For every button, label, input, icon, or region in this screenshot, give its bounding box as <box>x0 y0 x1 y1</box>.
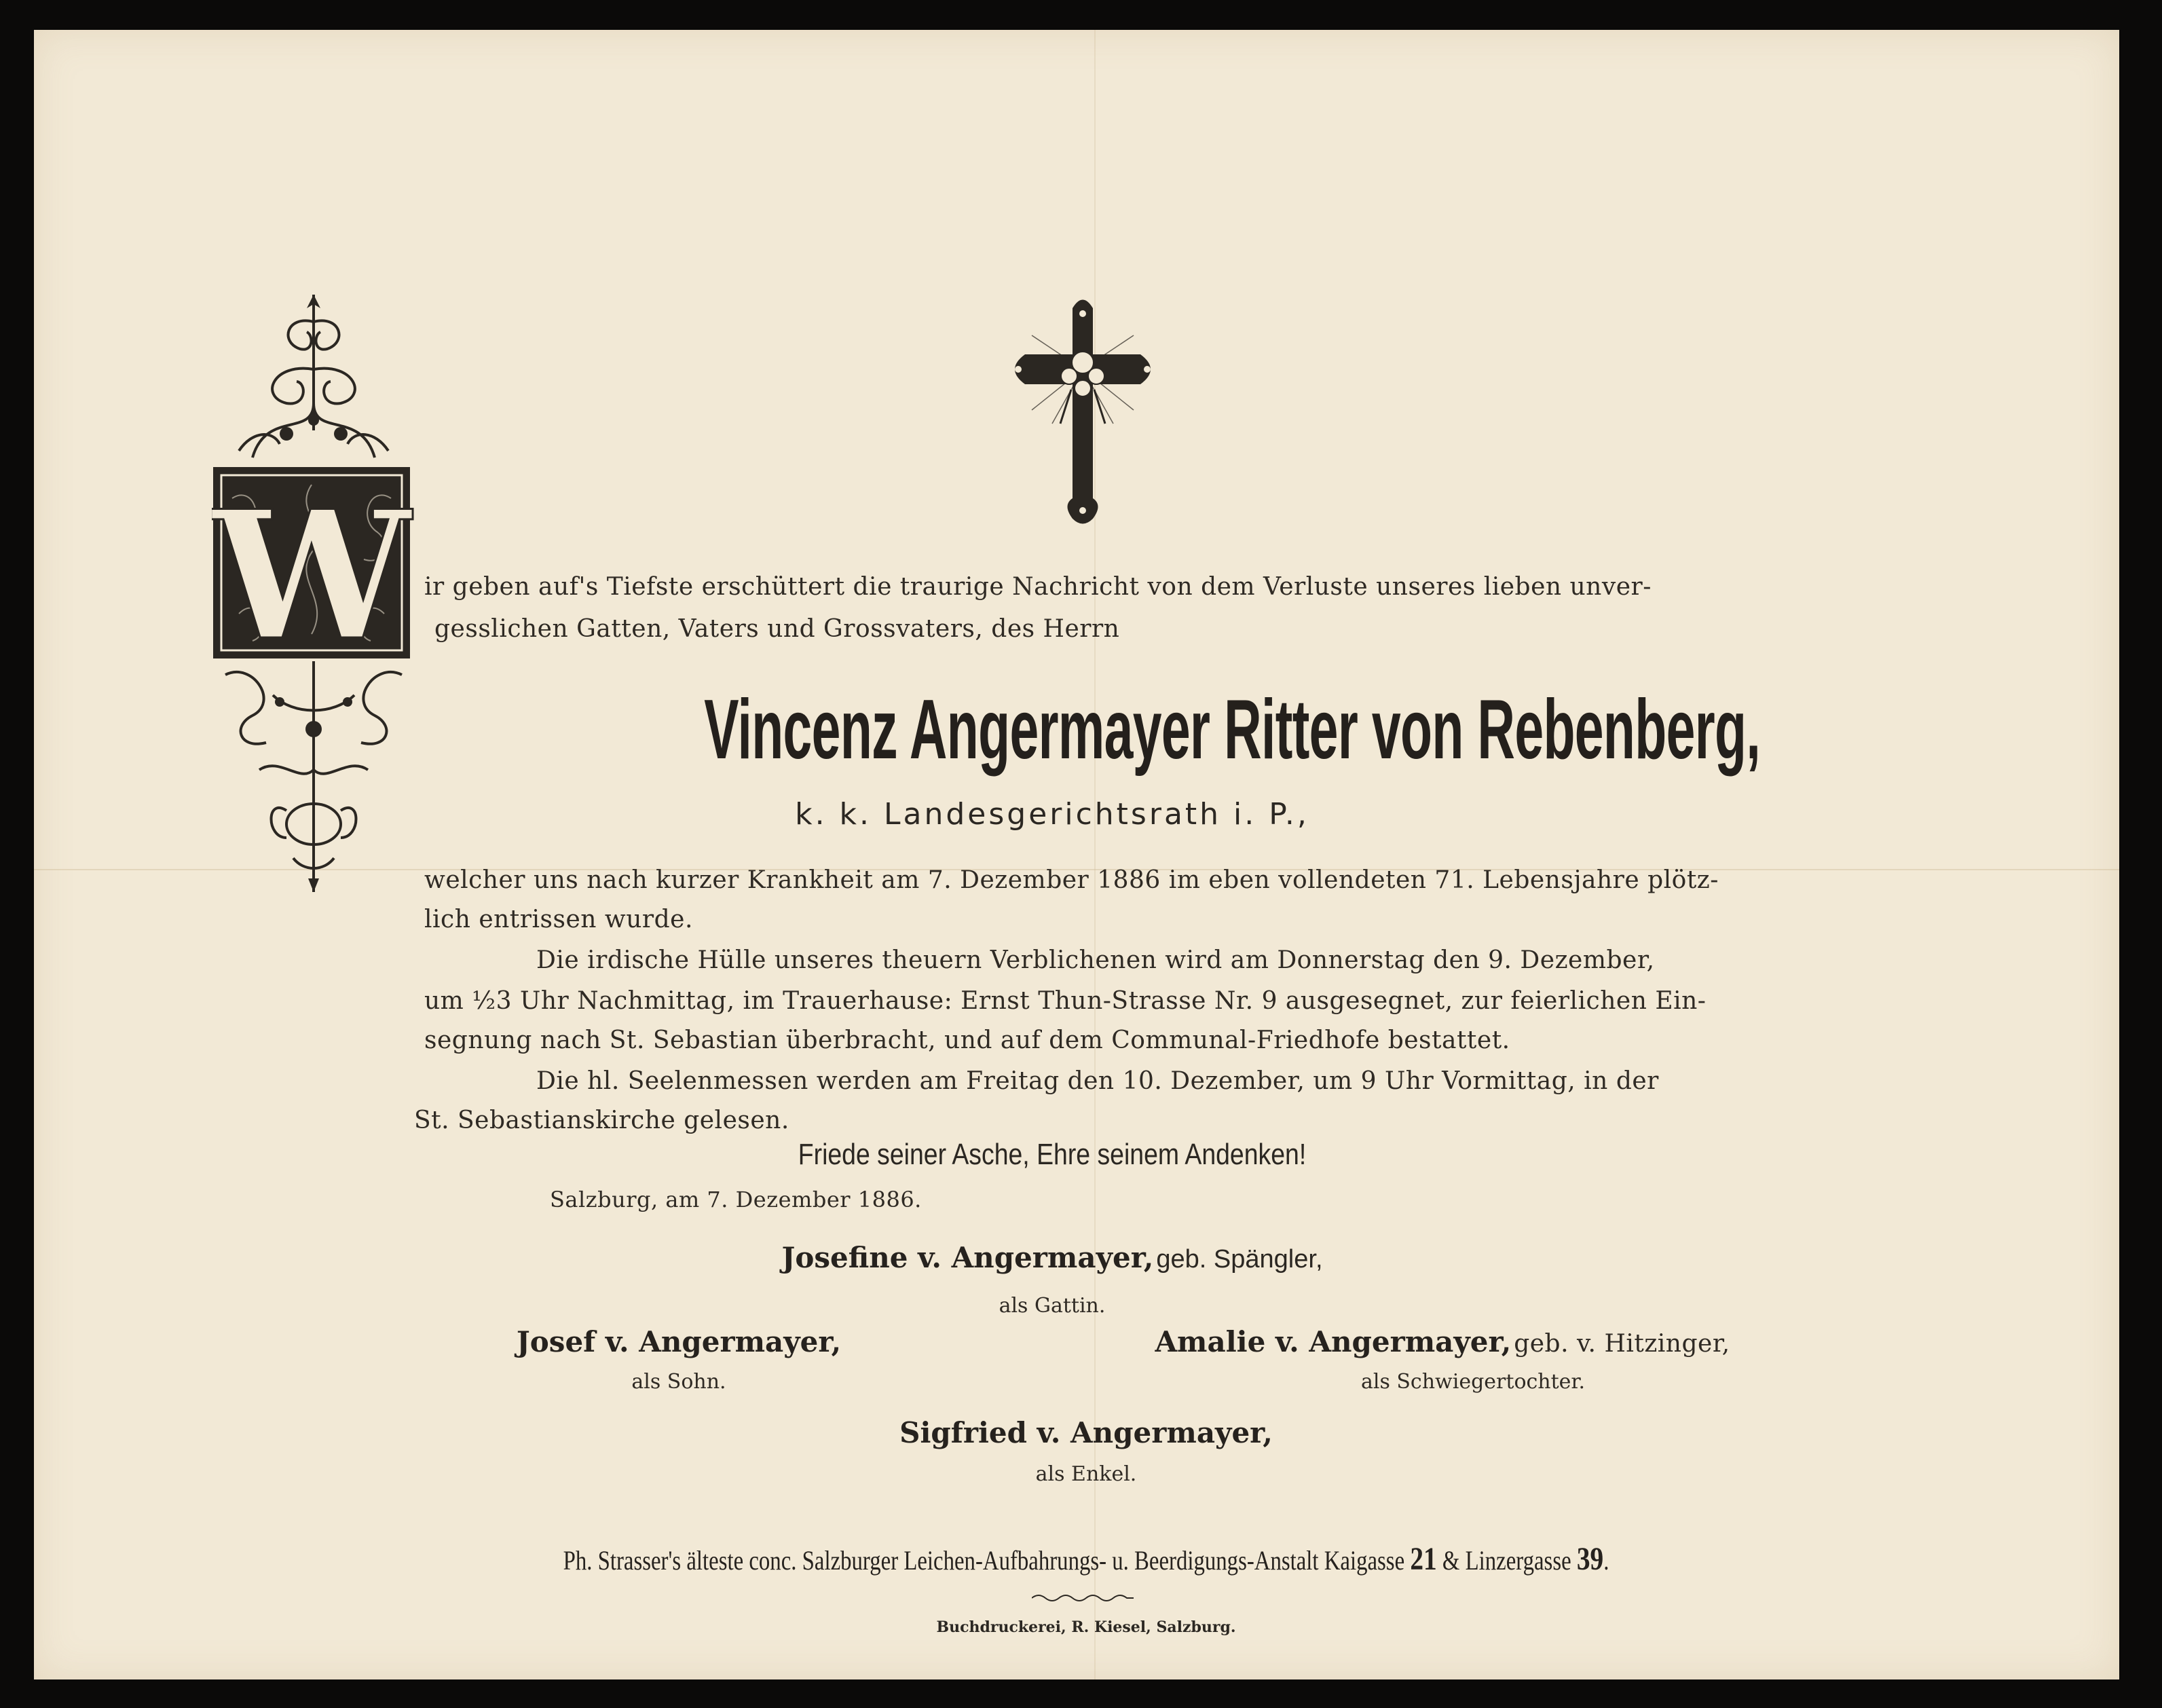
mourner-wife-maiden: geb. Spängler, <box>1156 1245 1323 1274</box>
intro-line-2: gesslichen Gatten, Vaters und Grossvaters, des Herrn <box>434 615 1120 643</box>
mourner-daughter-in-law <box>1120 1325 1765 1358</box>
undertaker-number-1: 21 <box>1410 1541 1437 1577</box>
undertaker-end: . <box>1603 1545 1609 1576</box>
divider-ornament <box>1032 1593 1134 1603</box>
ornamental-initial-w <box>212 295 415 899</box>
farewell-line: Friede seiner Asche, Ehre seinem Andenken! <box>798 1138 1307 1171</box>
mourner-daughter-in-law-name: Amalie v. Angermayer, <box>1155 1325 1512 1358</box>
obituary-sheet <box>34 30 2119 1679</box>
paragraph-3-line-1: Die hl. Seelenmessen werden am Freitag den 10. Dezember, um 9 Uhr Vormittag, in der <box>536 1067 1659 1095</box>
mourner-grandson <box>849 1416 1324 1449</box>
undertaker-amp: & Linzergasse <box>1442 1545 1571 1576</box>
mourner-wife-role: als Gattin. <box>999 1294 1106 1318</box>
place-date: Salzburg, am 7. Dezember 1886. <box>550 1187 922 1212</box>
cross-icon <box>991 295 1174 525</box>
paragraph-2-line-2: um ½3 Uhr Nachmittag, im Trauerhause: Ernst Thun-Strasse Nr. 9 ausgesegnet, zur feierlichen Ein- <box>424 987 1707 1015</box>
deceased-rank: k. k. Landesgerichtsrath i. P., <box>795 797 1309 832</box>
mourner-wife-name: Josefine v. Angermayer, <box>781 1241 1154 1274</box>
paragraph-1-line-1: welcher uns nach kurzer Krankheit am 7. Dezember 1886 im eben vollendeten 71. Lebensjahre plötz- <box>424 866 1719 894</box>
undertaker-text: Ph. Strasser's älteste conc. Salzburger Leichen-Aufbahrungs- u. Beerdigungs-Anstalt Kaigasse <box>563 1545 1405 1576</box>
mourner-daughter-in-law-maiden: geb. v. Hitzinger, <box>1514 1330 1730 1358</box>
undertaker-number-2: 39 <box>1576 1541 1604 1577</box>
mourner-son <box>475 1325 882 1358</box>
undertaker-line <box>557 1540 1615 1578</box>
paragraph-2-line-1: Die irdische Hülle unseres theuern Verblichenen wird am Donnerstag den 9. Dezember, <box>536 946 1655 974</box>
mourner-daughter-in-law-role: als Schwiegertochter. <box>1360 1370 1586 1394</box>
mourner-grandson-role: als Enkel. <box>1035 1462 1137 1486</box>
paragraph-1-line-2: lich entrissen wurde. <box>424 906 693 933</box>
paragraph-3-line-2: St. Sebastianskirche gelesen. <box>414 1107 789 1134</box>
mourner-son-name: Josef v. Angermayer, <box>516 1325 842 1358</box>
deceased-name: Vincenz Angermayer Ritter von Rebenberg, <box>704 683 1761 777</box>
svg-text:W: W <box>212 472 411 680</box>
paragraph-2-line-3: segnung nach St. Sebastian überbracht, und auf dem Communal-Friedhofe bestattet. <box>424 1026 1510 1054</box>
intro-text-1: ir geben auf's Tiefste erschüttert die traurige Nachricht von dem Verluste unseres lieben unver- <box>424 573 1652 601</box>
intro-line-1 <box>424 573 1755 601</box>
mourner-grandson-name: Sigfried v. Angermayer, <box>899 1416 1273 1449</box>
printer-credit: Buchdruckerei, R. Kiesel, Salzburg. <box>936 1618 1236 1636</box>
mourner-son-role: als Sohn. <box>631 1370 726 1394</box>
mourner-wife <box>713 1241 1392 1274</box>
